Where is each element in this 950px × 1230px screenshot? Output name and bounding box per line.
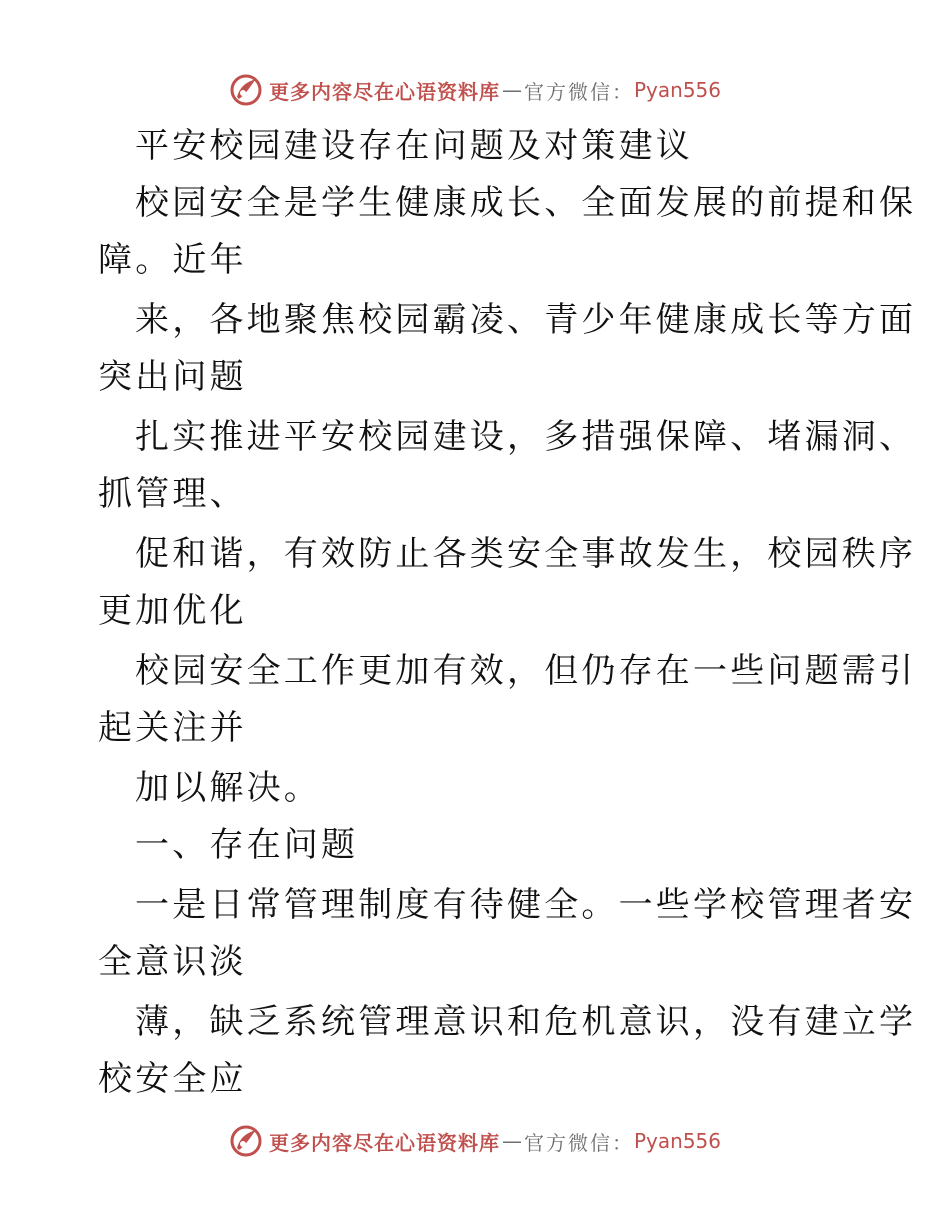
- paragraph-line: 促和谐，有效防止各类安全事故发生，校园秩序: [135, 534, 917, 574]
- paragraph-line: 校安全应: [98, 1059, 247, 1099]
- watermark-label: 官方微信：: [523, 79, 634, 104]
- watermark-separator: —: [501, 78, 522, 102]
- paragraph-line: 突出问题: [98, 357, 247, 397]
- watermark-account: Pyan556: [633, 78, 721, 102]
- paragraph-line: 薄，缺乏系统管理意识和危机意识，没有建立学: [135, 1002, 917, 1042]
- paragraph-line: 扎实推进平安校园建设，多措强保障、堵漏洞、: [135, 417, 917, 457]
- paragraph-line: 来，各地聚焦校园霸凌、青少年健康成长等方面: [135, 300, 917, 340]
- paragraph-line: 全意识淡: [98, 942, 247, 982]
- paragraph-line: 障。近年: [98, 240, 247, 280]
- paragraph-line: 抓管理、: [98, 474, 247, 514]
- paragraph-line: 校园安全工作更加有效，但仍存在一些问题需引: [135, 651, 917, 691]
- paragraph-line: 起关注并: [98, 708, 247, 748]
- paragraph-line: 一是日常管理制度有待健全。一些学校管理者安: [135, 885, 917, 925]
- footer-watermark: [0, 1121, 950, 1161]
- paragraph-line: 校园安全是学生健康成长、全面发展的前提和保: [135, 183, 917, 223]
- watermark-brand: 更多内容尽在心语资料库: [268, 79, 500, 104]
- watermark-label: 官方微信：: [523, 1130, 634, 1155]
- watermark-brand: 更多内容尽在心语资料库: [268, 1130, 500, 1155]
- brand-logo-icon: [229, 1124, 263, 1158]
- watermark-account: Pyan556: [633, 1129, 721, 1153]
- section-heading: 一、存在问题: [135, 825, 359, 865]
- header-watermark: [0, 70, 950, 110]
- brand-logo-icon: [229, 73, 263, 107]
- paragraph-line: 更加优化: [98, 591, 247, 631]
- watermark-separator: —: [501, 1129, 522, 1153]
- document-title: 平安校园建设存在问题及对策建议: [135, 126, 693, 166]
- paragraph-line: 加以解决。: [135, 768, 321, 808]
